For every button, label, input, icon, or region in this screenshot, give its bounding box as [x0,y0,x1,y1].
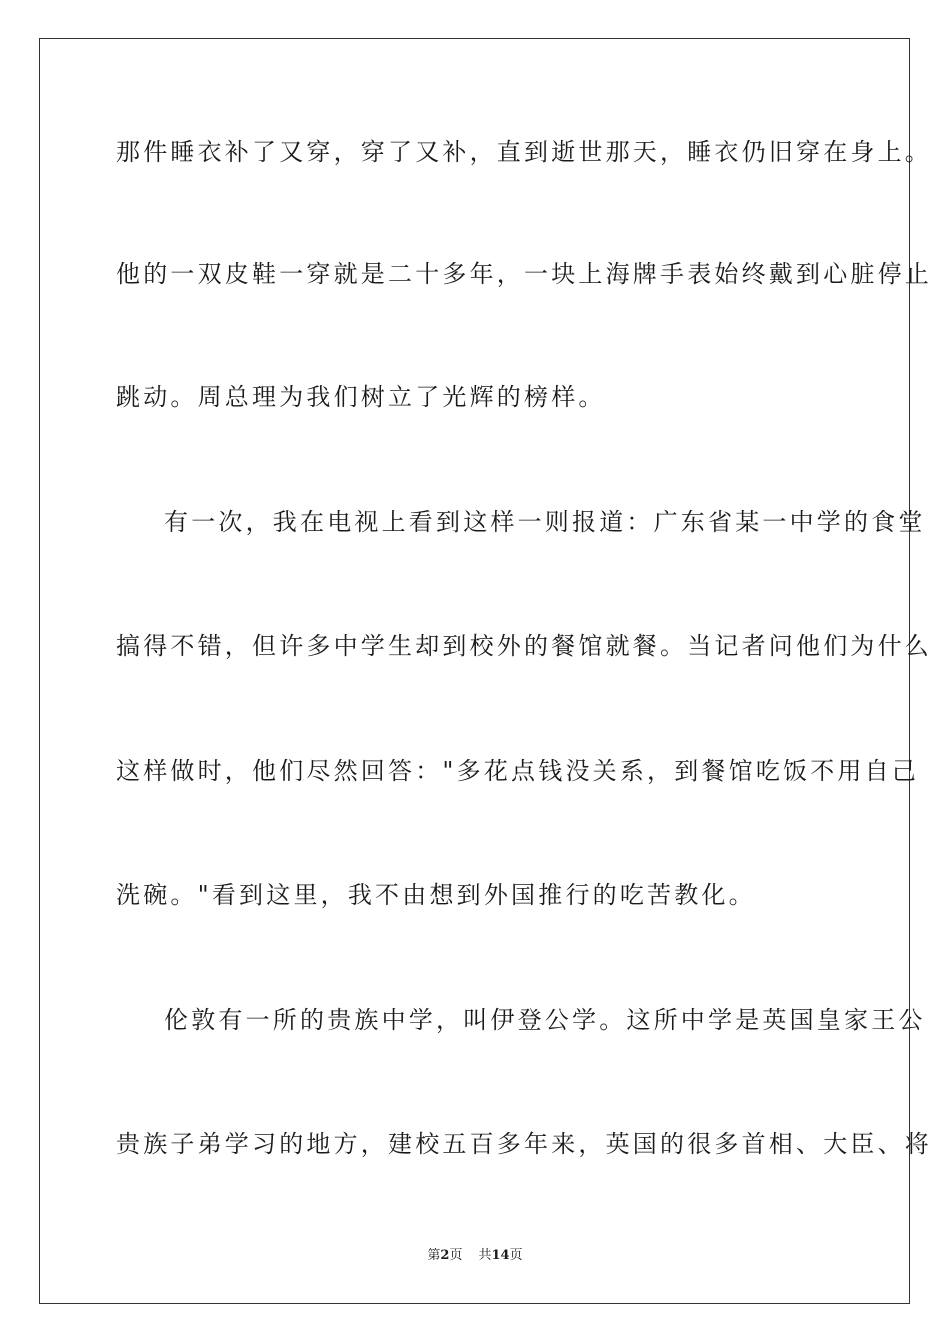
footer-page-number: 2 [440,1248,450,1263]
body-line-2: 他的一双皮鞋一穿就是二十多年，一块上海牌手表始终戴到心脏停止 [116,260,932,288]
page-border [39,38,932,1304]
page-footer [0,1247,950,1265]
footer-page-prefix: 第 [427,1248,441,1263]
body-line-3: 跳动。周总理为我们树立了光辉的榜样。 [116,383,606,411]
footer-page-suffix: 页 [449,1248,463,1263]
footer-total-prefix: 共 [478,1248,492,1263]
body-line-8: 伦敦有一所的贵族中学，叫伊登公学。这所中学是英国皇家王公 [164,1006,926,1034]
body-line-1: 那件睡衣补了又穿，穿了又补，直到逝世那天，睡衣仍旧穿在身上。 [116,138,932,166]
body-line-7: 洗碗。"看到这里，我不由想到外国推行的吃苦教化。 [116,881,756,909]
body-line-6: 这样做时，他们尽然回答："多花点钱没关系，到餐馆吃饭不用自己 [116,757,920,785]
body-line-9: 贵族子弟学习的地方，建校五百多年来，英国的很多首相、大臣、将 [116,1130,932,1158]
footer-total-suffix: 页 [509,1248,523,1263]
body-line-5: 搞得不错，但许多中学生却到校外的餐馆就餐。当记者问他们为什么 [116,632,932,660]
footer-total-pages: 14 [491,1248,510,1263]
body-line-4: 有一次，我在电视上看到这样一则报道：广东省某一中学的食堂 [164,508,926,536]
